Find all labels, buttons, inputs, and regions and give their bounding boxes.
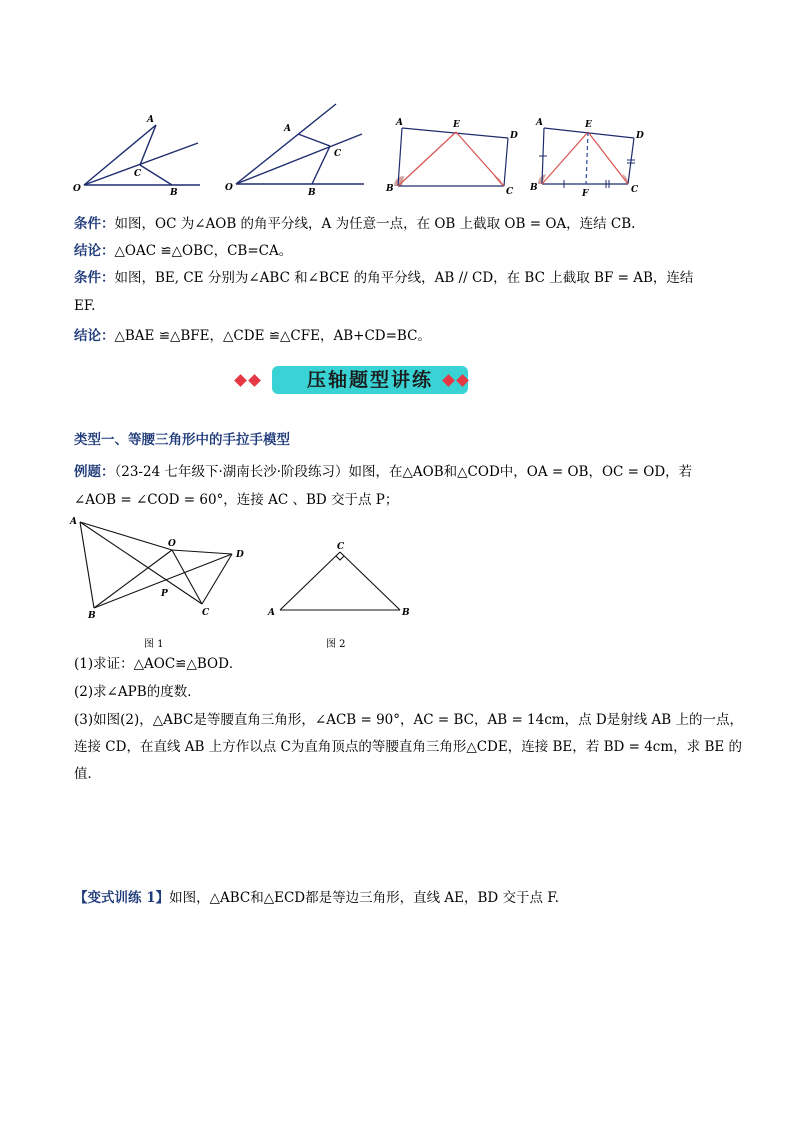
example-line-2	[74, 490, 734, 510]
condition-1	[74, 214, 734, 234]
fig2-label-b: B	[308, 188, 316, 195]
example-fig1-label-a: A	[70, 517, 77, 527]
type-1-title: 类型一、等腰三角形中的手拉手模型	[74, 432, 290, 448]
figure-trapezoid-2	[530, 114, 658, 198]
conclusion-1-text: △OAC ≌△OBC，CB=CA。	[114, 243, 293, 259]
fig1-label-a: A	[147, 115, 154, 125]
figure-trapezoid-1	[384, 114, 524, 198]
condition-2-text-2: EF.	[74, 298, 96, 314]
conclusion-1	[74, 241, 734, 261]
fig3-label-d: D	[510, 131, 518, 141]
fig2-label-c: C	[334, 149, 342, 159]
section-banner	[232, 364, 532, 398]
condition-2-label: 条件：	[74, 270, 115, 286]
fig1-label-b: B	[170, 188, 178, 195]
diamond-left-1	[234, 374, 247, 387]
fig2-label-a: A	[284, 124, 291, 134]
example-line-1	[74, 462, 734, 482]
fig1-label-o: O	[73, 184, 81, 194]
question-2: (2)求∠APB的度数．	[74, 684, 201, 700]
figure-angle-bisector-1	[68, 105, 208, 195]
fig4-label-e: E	[585, 120, 592, 130]
example-fig1-caption: 图 1	[144, 639, 164, 650]
variant-text: 如图，△ABC和△ECD都是等边三角形，直线 AE，BD 交于点 F.	[169, 890, 559, 906]
condition-2-cont	[74, 296, 734, 316]
fig4-label-a: A	[536, 118, 543, 128]
fig3-label-c: C	[506, 187, 514, 197]
example-fig2-label-c: C	[337, 542, 345, 552]
condition-2	[74, 268, 734, 288]
conclusion-1-label: 结论：	[74, 243, 115, 259]
example-fig1-label-p: P	[161, 589, 168, 599]
example-fig2-caption: 图 2	[326, 639, 346, 650]
example-text-1: （23-24 七年级下·湖南长沙·阶段练习）如图，在△AOB和△COD中，OA = OB，OC = OD，若	[114, 464, 693, 480]
fig3-label-b: B	[386, 184, 394, 194]
condition-1-label: 条件：	[74, 216, 115, 232]
conclusion-2	[74, 326, 734, 346]
variant-label: 【变式训练 1】	[74, 890, 170, 906]
example-figure-2	[264, 538, 414, 622]
condition-1-text: 如图，OC 为∠AOB 的角平分线，A 为任意一点，在 OB 上截取 OB = OA，连结 CB.	[114, 216, 636, 232]
example-fig1-label-b: B	[88, 611, 96, 621]
example-fig1-label-o: O	[168, 539, 176, 549]
diamond-left-2	[248, 374, 261, 387]
example-fig2-label-a: A	[268, 608, 275, 618]
figure-angle-bisector-2	[222, 100, 372, 195]
question-3-line-1: (3)如图(2)，△ABC是等腰直角三角形，∠ACB = 90°，AC = BC，AB = 14cm，点 D是射线 AB 上的一点，	[74, 712, 743, 728]
conclusion-2-label: 结论：	[74, 328, 115, 344]
conclusion-2-text: △BAE ≌△BFE，△CDE ≌△CFE，AB+CD=BC。	[114, 328, 431, 344]
fig1-label-c: C	[134, 169, 142, 179]
fig2-label-o: O	[225, 183, 233, 193]
example-label: 例题：	[74, 464, 115, 480]
example-figure-1	[66, 512, 256, 622]
fig3-label-a: A	[396, 118, 403, 128]
question-3-line-2: 连接 CD，在直线 AB 上方作以点 C为直角顶点的等腰直角三角形△CDE，连接 BE，若 BD = 4cm，求 BE 的	[74, 739, 743, 755]
example-text-2: ∠AOB = ∠COD = 60°，连接 AC 、BD 交于点 P；	[74, 492, 399, 508]
condition-2-text: 如图，BE, CE 分别为∠ABC 和∠BCE 的角平分线，AB // CD，在 BC 上截取 BF = AB，连结	[114, 270, 694, 286]
banner-title: 压轴题型讲练	[306, 369, 433, 391]
question-3-line-3: 值．	[74, 766, 101, 782]
fig3-label-e: E	[453, 120, 460, 130]
fig4-label-d: D	[636, 131, 644, 141]
fig4-label-c: C	[631, 185, 639, 195]
example-fig2-label-b: B	[402, 608, 410, 618]
variant-training-1	[74, 888, 734, 908]
fig4-label-b: B	[530, 183, 538, 193]
question-1: (1)求证：△AOC≌△BOD．	[74, 656, 243, 672]
example-fig1-label-d: D	[236, 550, 244, 560]
fig4-label-f: F	[582, 189, 589, 198]
example-fig1-label-c: C	[202, 608, 210, 618]
